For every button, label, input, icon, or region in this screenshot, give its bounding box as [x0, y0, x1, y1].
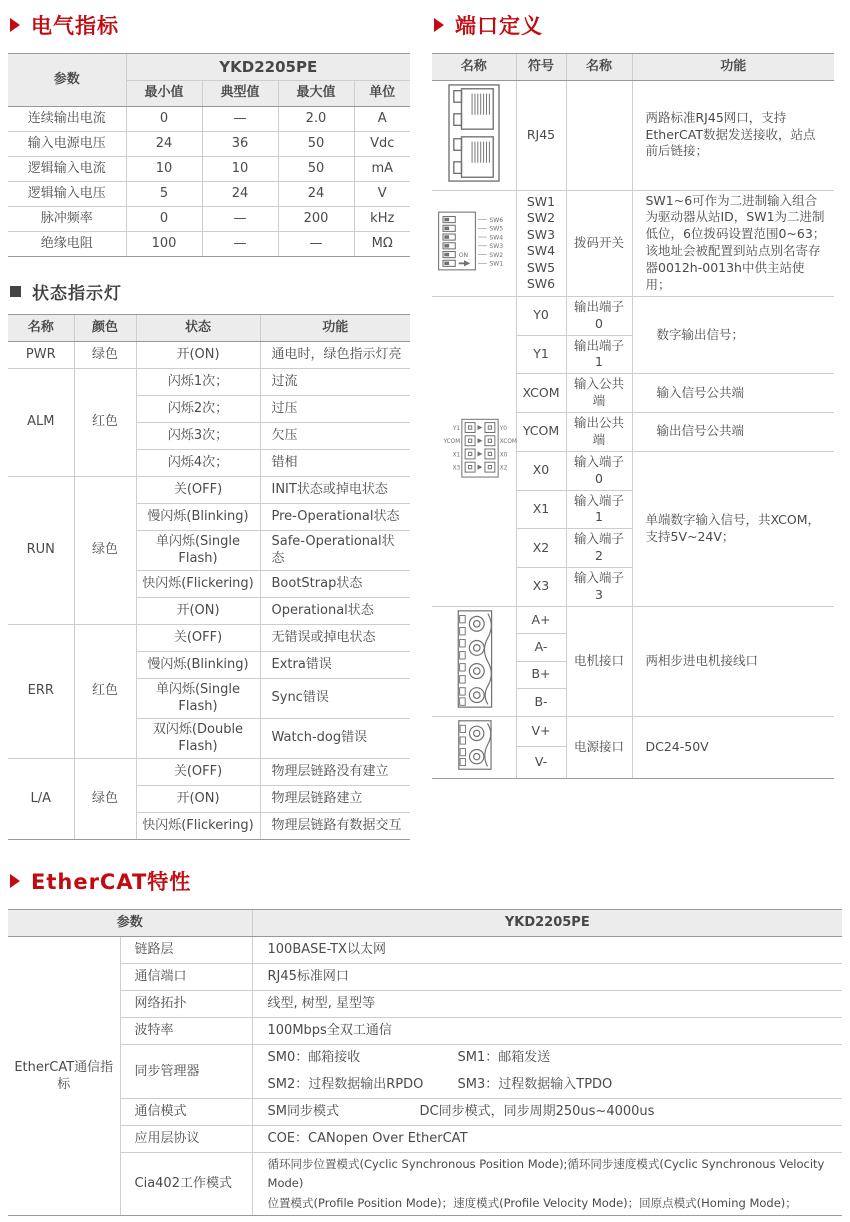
typ-cell: 10	[202, 156, 278, 181]
section-title-text: 端口定义	[455, 14, 543, 38]
category-cell: EtherCAT通信指标	[8, 936, 120, 1215]
port-func-cell: 两相步进电机接线口	[632, 606, 834, 716]
func-cell: BootStrap状态	[260, 570, 410, 597]
func-cell: 错相	[260, 449, 410, 476]
section-title-text: 状态指示灯	[32, 284, 122, 304]
func-cell: 欠压	[260, 422, 410, 449]
feature-value-cell: 100BASE-TX以太网	[252, 936, 842, 963]
dip-symbol: SW5	[526, 259, 556, 275]
state-cell: 闪烁1次；	[136, 368, 260, 395]
port-name-cell: 输入端子1	[566, 490, 632, 529]
port-name-cell: 输入端子0	[566, 451, 632, 490]
feature-param-cell: 通信端口	[120, 963, 252, 990]
func-cell: 通电时，绿色指示灯亮	[260, 341, 410, 368]
port-func-cell	[632, 190, 834, 296]
dip-symbol: SW4	[526, 243, 556, 259]
section-title-electrical	[10, 10, 410, 40]
port-name-cell: 输入端子2	[566, 529, 632, 568]
cia402-line: 位置模式(Profile Position Mode)；速度模式(Profile Velocity Mode)；回原点模式(Homing Mode)；	[267, 1195, 797, 1210]
comm-mode-item: SM同步模式	[267, 1104, 339, 1119]
sync-manager-item: SM2：过程数据输出RPDO	[267, 1076, 424, 1092]
motor-connector-drawing-icon	[449, 609, 499, 709]
max-cell: —	[278, 231, 354, 256]
led-color-cell: 红色	[74, 624, 136, 758]
led-color-cell: 绿色	[74, 476, 136, 624]
port-func-cell: 单端数字输入信号，共XCOM，支持5V~24V；	[632, 451, 834, 606]
model-header-cell: YKD2205PE	[252, 910, 842, 936]
io-connector-icon	[432, 296, 516, 606]
feature-row-comm-mode	[8, 1098, 842, 1125]
func-cell: Sync错误	[260, 678, 410, 718]
io-label: X2	[499, 465, 508, 472]
feature-param-cell: 同步管理器	[120, 1044, 252, 1098]
unit-cell: mA	[354, 156, 410, 181]
led-row	[8, 341, 410, 368]
rj45-dual-jack-icon	[447, 83, 501, 183]
io-label: YCOM	[443, 439, 461, 446]
dip-label: SW3	[489, 242, 504, 250]
led-name-cell: PWR	[8, 341, 74, 368]
max-header-cell: 最大值	[278, 80, 354, 106]
max-cell: 2.0	[278, 106, 354, 131]
func-cell: 无错误或掉电状态	[260, 624, 410, 651]
port-symbol-cell: X0	[516, 451, 566, 490]
unit-cell: MΩ	[354, 231, 410, 256]
dip-symbol: SW1	[526, 193, 556, 209]
led-name-cell: ERR	[8, 624, 74, 758]
status-led-table-wrap	[8, 314, 410, 840]
port-symbol-cell: YCOM	[516, 413, 566, 452]
port-symbol-cell: B+	[516, 661, 566, 688]
param-cell: 输入电源电压	[8, 131, 126, 156]
max-cell: 200	[278, 206, 354, 231]
header-row	[8, 910, 842, 936]
func-cell: 物理层链路建立	[260, 785, 410, 812]
spec-row	[8, 106, 410, 131]
param-header-cell: 参数	[8, 910, 252, 936]
sync-manager-grid	[268, 1049, 839, 1093]
port-name-cell: 输出公共端	[566, 413, 632, 452]
func-line: SW1~6可作为二进制输入组合为驱动器从站ID，SW1为二进制低位，6位拨码设置范围0~63；	[645, 192, 826, 242]
square-bullet-icon	[10, 286, 21, 297]
model-header-cell: YKD2205PE	[126, 54, 410, 80]
dip-on-label: ON	[458, 251, 469, 259]
feature-row	[8, 1017, 842, 1044]
led-name-cell: ALM	[8, 368, 74, 476]
state-header-cell: 状态	[136, 315, 260, 341]
section-title-ethercat	[10, 866, 842, 896]
led-color-cell: 红色	[74, 368, 136, 476]
feature-param-cell: 波特率	[120, 1017, 252, 1044]
motor-connector-icon	[432, 606, 516, 716]
port-symbol-cell: X2	[516, 529, 566, 568]
feature-value-cell	[252, 1152, 842, 1215]
func-cell: 过压	[260, 395, 410, 422]
dip-symbol: SW3	[526, 226, 556, 242]
dip-symbol: SW2	[526, 210, 556, 226]
state-cell: 关(OFF)	[136, 624, 260, 651]
port-name-cell: 输出端子1	[566, 335, 632, 374]
port-row-dip-switch	[432, 190, 834, 296]
led-name-cell: L/A	[8, 758, 74, 839]
state-cell: 关(OFF)	[136, 758, 260, 785]
color-header-cell: 颜色	[74, 315, 136, 341]
comm-mode-grid	[268, 1103, 839, 1121]
param-cell: 脉冲频率	[8, 206, 126, 231]
feature-value-cell	[252, 1098, 842, 1125]
max-cell: 50	[278, 156, 354, 181]
func-cell: Pre-Operational状态	[260, 503, 410, 530]
typ-cell: —	[202, 106, 278, 131]
port-symbol-cell: Y1	[516, 335, 566, 374]
state-cell: 关(OFF)	[136, 476, 260, 503]
feature-row	[8, 1125, 842, 1152]
icon-header-cell: 名称	[432, 54, 516, 80]
sync-manager-item: SM1：邮箱发送	[457, 1050, 551, 1066]
func-cell: INIT状态或掉电状态	[260, 476, 410, 503]
dip-label: SW5	[489, 225, 504, 233]
led-row	[8, 476, 410, 503]
left-column	[8, 6, 410, 840]
io-label: Y0	[499, 425, 508, 432]
param-cell: 逻辑输入电压	[8, 181, 126, 206]
io-label: XCOM	[499, 439, 517, 446]
port-name-cell: 电源接口	[566, 716, 632, 777]
io-label: Y1	[452, 425, 461, 432]
status-led-table	[8, 315, 410, 839]
typ-header-cell: 典型值	[202, 80, 278, 106]
feature-value-cell	[252, 1044, 842, 1098]
led-color-cell: 绿色	[74, 758, 136, 839]
func-cell: Watch-dog错误	[260, 718, 410, 758]
unit-cell: kHz	[354, 206, 410, 231]
port-func-cell: 输出信号公共端	[632, 413, 834, 452]
port-name-cell	[566, 80, 632, 190]
power-connector-icon	[432, 716, 516, 777]
led-row	[8, 758, 410, 785]
port-row-io	[432, 296, 834, 335]
param-cell: 绝缘电阻	[8, 231, 126, 256]
feature-value-cell: 100Mbps全双工通信	[252, 1017, 842, 1044]
unit-cell: A	[354, 106, 410, 131]
port-symbol-cell: RJ45	[516, 80, 566, 190]
typ-cell: —	[202, 231, 278, 256]
max-cell: 50	[278, 131, 354, 156]
spec-row	[8, 206, 410, 231]
cia402-line: 循环同步位置模式(Cyclic Synchronous Position Mode);循环同步速度模式(Cyclic Synchronous Velocity Mode)	[267, 1156, 825, 1191]
state-cell: 闪烁3次；	[136, 422, 260, 449]
feature-param-cell: 应用层协议	[120, 1125, 252, 1152]
spec-row	[8, 131, 410, 156]
port-name-cell: 输出端子0	[566, 296, 632, 335]
feature-value-cell: RJ45标准网口	[252, 963, 842, 990]
param-cell: 逻辑输入电流	[8, 156, 126, 181]
port-symbol-cell	[516, 190, 566, 296]
func-cell: Extra错误	[260, 651, 410, 678]
port-symbol-cell: X3	[516, 568, 566, 607]
dip-label: SW1	[489, 260, 504, 268]
port-symbol-cell: V+	[516, 716, 566, 747]
state-cell: 快闪烁(Flickering)	[136, 812, 260, 839]
ethercat-section	[8, 866, 842, 1216]
header-row	[8, 54, 410, 80]
unit-cell: Vdc	[354, 131, 410, 156]
typ-cell: —	[202, 206, 278, 231]
feature-param-cell: Cia402工作模式	[120, 1152, 252, 1215]
io-label: X0	[499, 452, 508, 459]
feature-row-cia402	[8, 1152, 842, 1215]
typ-cell: 24	[202, 181, 278, 206]
typ-cell: 36	[202, 131, 278, 156]
sync-manager-item: SM0：邮箱接收	[267, 1050, 361, 1066]
state-cell: 开(ON)	[136, 785, 260, 812]
param-cell: 连续输出电流	[8, 106, 126, 131]
min-header-cell: 最小值	[126, 80, 202, 106]
port-name-cell: 输入端子3	[566, 568, 632, 607]
section-title-status-leds	[10, 279, 410, 304]
min-cell: 100	[126, 231, 202, 256]
state-cell: 单闪烁(Single Flash)	[136, 530, 260, 570]
port-definition-table-wrap	[432, 53, 834, 779]
min-cell: 0	[126, 206, 202, 231]
func-line: 该地址会被配置到站点别名寄存器0012h-0013h中供主站使用；	[645, 243, 821, 292]
name-header-cell: 名称	[8, 315, 74, 341]
port-row-rj45	[432, 80, 834, 190]
led-row	[8, 368, 410, 395]
dip-symbol-list	[521, 194, 562, 293]
feature-row-sync-manager	[8, 1044, 842, 1098]
triangle-bullet-icon	[434, 18, 444, 32]
electrical-specs-table-wrap	[8, 53, 410, 257]
section-title-text: EtherCAT特性	[31, 870, 192, 895]
dip-switch-icon	[432, 190, 516, 296]
state-cell: 快闪烁(Flickering)	[136, 570, 260, 597]
section-title-ports	[434, 10, 834, 40]
state-cell: 闪烁4次；	[136, 449, 260, 476]
min-cell: 0	[126, 106, 202, 131]
header-row	[432, 54, 834, 80]
cia402-modes	[268, 1155, 839, 1214]
name-header-cell: 名称	[566, 54, 632, 80]
state-cell: 开(ON)	[136, 597, 260, 624]
electrical-specs-table	[8, 54, 410, 256]
func-header-cell: 功能	[632, 54, 834, 80]
io-connector-drawing-icon	[436, 416, 524, 482]
feature-value-cell: 线型, 树型, 星型等	[252, 990, 842, 1017]
spec-row	[8, 156, 410, 181]
func-cell: Safe-Operational状态	[260, 530, 410, 570]
dip-switch-drawing-icon	[436, 207, 520, 275]
header-row	[8, 315, 410, 341]
feature-param-cell: 网络拓扑	[120, 990, 252, 1017]
state-cell: 慢闪烁(Blinking)	[136, 503, 260, 530]
dip-label: SW6	[489, 216, 504, 224]
unit-cell: V	[354, 181, 410, 206]
dip-symbol: SW6	[526, 276, 556, 292]
spec-row	[8, 181, 410, 206]
port-symbol-cell: XCOM	[516, 374, 566, 413]
port-symbol-cell: X1	[516, 490, 566, 529]
param-header-cell: 参数	[8, 54, 126, 106]
sync-manager-item: SM3：过程数据输入TPDO	[457, 1076, 613, 1092]
func-cell: 物理层链路有数据交互	[260, 812, 410, 839]
feature-value-cell: COE：CANopen Over EtherCAT	[252, 1125, 842, 1152]
state-cell: 开(ON)	[136, 341, 260, 368]
state-cell: 双闪烁(Double Flash)	[136, 718, 260, 758]
led-color-cell: 绿色	[74, 341, 136, 368]
feature-row	[8, 963, 842, 990]
func-header-cell: 功能	[260, 315, 410, 341]
io-label: X3	[452, 465, 461, 472]
triangle-bullet-icon	[10, 874, 20, 888]
section-title-text: 电气指标	[31, 14, 119, 38]
led-name-cell: RUN	[8, 476, 74, 624]
rj45-connector-icon	[432, 80, 516, 190]
port-symbol-cell: A-	[516, 634, 566, 661]
port-name-cell: 拨码开关	[566, 190, 632, 296]
state-cell: 慢闪烁(Blinking)	[136, 651, 260, 678]
port-symbol-cell: B-	[516, 689, 566, 716]
state-cell: 闪烁2次；	[136, 395, 260, 422]
min-cell: 24	[126, 131, 202, 156]
feature-param-cell: 通信模式	[120, 1098, 252, 1125]
right-column	[432, 6, 834, 779]
func-cell: Operational状态	[260, 597, 410, 624]
state-cell: 单闪烁(Single Flash)	[136, 678, 260, 718]
func-cell: 物理层链路没有建立	[260, 758, 410, 785]
ethercat-features-table-wrap	[8, 909, 842, 1216]
power-connector-drawing-icon	[449, 719, 499, 771]
port-row-power	[432, 716, 834, 747]
unit-header-cell: 单位	[354, 80, 410, 106]
port-func-cell: 数字输出信号；	[632, 296, 834, 374]
port-func-cell: DC24-50V	[632, 716, 834, 777]
led-row	[8, 624, 410, 651]
port-func-cell: 两路标准RJ45网口，支持EtherCAT数据发送接收，站点前后链接；	[632, 80, 834, 190]
func-cell: 过流	[260, 368, 410, 395]
min-cell: 5	[126, 181, 202, 206]
spec-row	[8, 231, 410, 256]
port-symbol-cell: V-	[516, 747, 566, 778]
triangle-bullet-icon	[10, 18, 20, 32]
port-symbol-cell: Y0	[516, 296, 566, 335]
comm-mode-item: DC同步模式，同步周期250us~4000us	[419, 1104, 655, 1119]
ethercat-features-table	[8, 910, 842, 1215]
min-cell: 10	[126, 156, 202, 181]
dip-label: SW2	[489, 251, 504, 259]
port-definition-table	[432, 54, 834, 778]
port-row-motor	[432, 606, 834, 633]
io-label: X1	[452, 452, 461, 459]
port-func-cell: 输入信号公共端	[632, 374, 834, 413]
max-cell: 24	[278, 181, 354, 206]
port-name-cell: 输入公共端	[566, 374, 632, 413]
feature-param-cell: 链路层	[120, 936, 252, 963]
dip-label: SW4	[489, 233, 504, 241]
port-symbol-cell: A+	[516, 606, 566, 633]
feature-row	[8, 990, 842, 1017]
symbol-header-cell: 符号	[516, 54, 566, 80]
feature-row	[8, 936, 842, 963]
port-name-cell: 电机接口	[566, 606, 632, 716]
